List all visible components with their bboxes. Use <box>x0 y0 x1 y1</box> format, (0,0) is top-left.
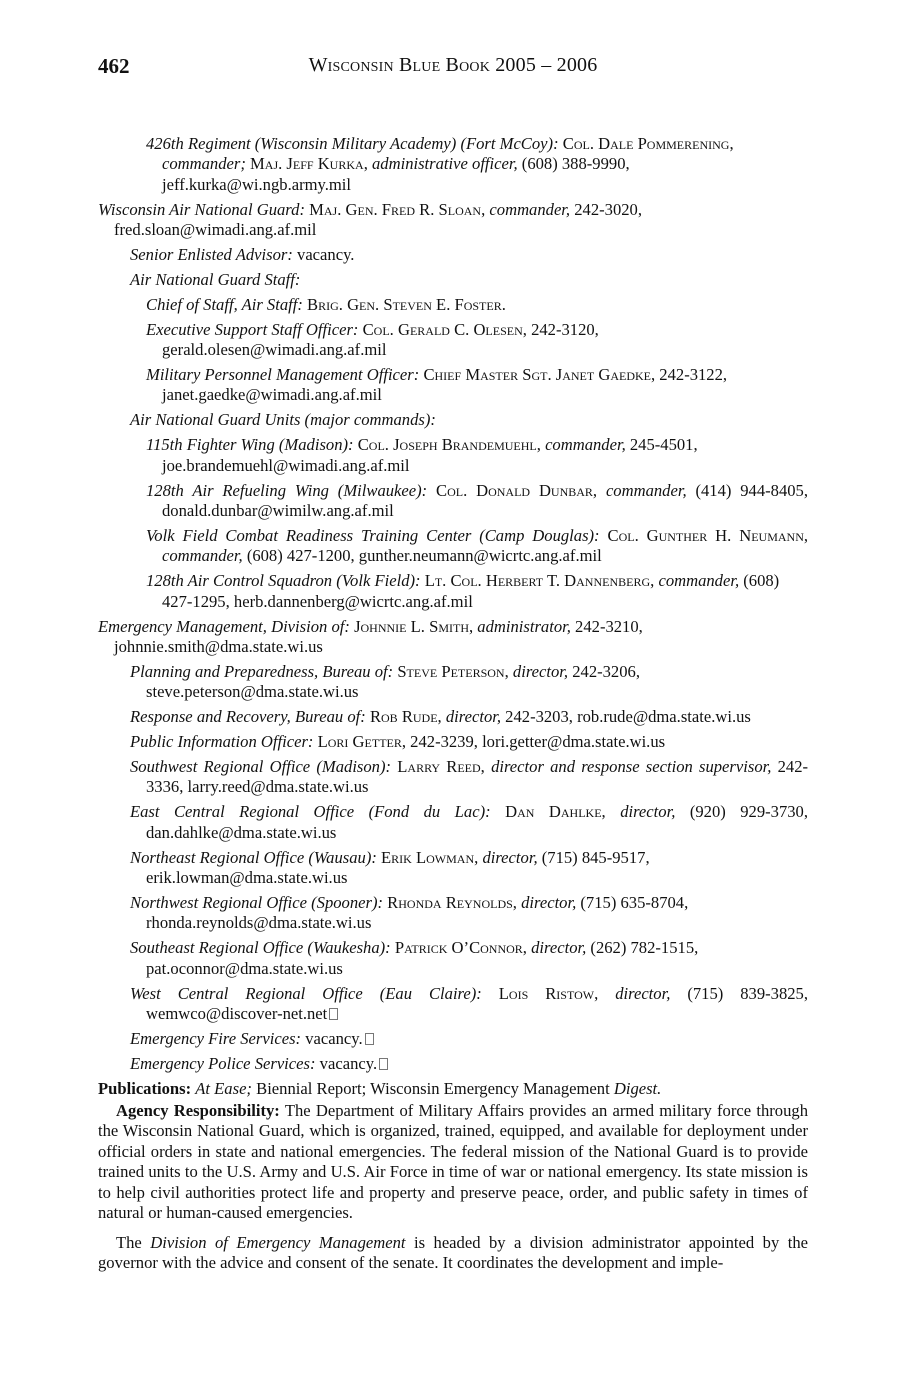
entry-person: Patrick O’Connor, <box>394 938 527 958</box>
entry-contact: (414) 944-8405, donald.dunbar@wimilw.ang.af.mil <box>162 480 808 520</box>
entry-role: director, <box>512 661 569 681</box>
division-lead: The <box>116 1232 142 1252</box>
entry-person: Johnnie L. Smith, <box>354 616 474 636</box>
entry-contact: (608) 427-1295, herb.dannenberg@wicrtc.ang.af.mil <box>162 571 780 611</box>
entry-role: commander, <box>658 571 740 591</box>
directory-entry <box>98 320 808 361</box>
entry-role: director, <box>615 983 671 1003</box>
entry-contact: (608) 388-9990, jeff.kurka@wi.ngb.army.mil <box>162 154 630 194</box>
entry-person: Rob Rude, <box>369 707 442 727</box>
entry-role: commander, <box>489 199 571 219</box>
directory-body <box>98 134 808 1273</box>
publication-title: Digest. <box>613 1078 662 1098</box>
entry-contact: 245-4501, joe.brandemuehl@wimadi.ang.af.mil <box>162 435 698 475</box>
directory-entry <box>98 893 808 934</box>
entry-person: Lori Getter, <box>317 732 407 752</box>
page-header <box>98 54 808 84</box>
entry-role: administrative officer, <box>372 154 518 174</box>
entry-contact: (715) 845-9517, erik.lowman@dma.state.wi.us <box>146 847 650 887</box>
entry-person: Maj. Gen. Fred R. Sloan, <box>309 199 486 219</box>
directory-entry <box>98 757 808 798</box>
directory-entry <box>98 938 808 979</box>
entry-contact: 242-3203, rob.rude@dma.state.wi.us <box>505 707 751 727</box>
publications-line <box>98 1079 808 1099</box>
missing-glyph-box <box>329 1008 338 1020</box>
entry-label: Southeast Regional Office (Waukesha): <box>130 938 391 958</box>
entry-contact: vacancy. <box>297 245 355 265</box>
directory-entry <box>98 1054 808 1074</box>
directory-entry <box>98 526 808 567</box>
directory-entry <box>98 365 808 406</box>
publication-list: Biennial Report; Wisconsin Emergency Management <box>256 1078 610 1098</box>
entry-person: Rhonda Reynolds, <box>387 892 517 912</box>
entry-person: Chief Master Sgt. Janet Gaedke, <box>423 365 656 385</box>
entry-role: director, <box>620 802 676 822</box>
entry-label: Southwest Regional Office (Madison): <box>130 756 392 776</box>
directory-entry <box>98 848 808 889</box>
directory-entry <box>98 707 808 727</box>
responsibility-label: Agency Responsibility: <box>116 1101 280 1121</box>
division-text: is headed by a division administrator appointed by the governor with the advice and consent of the senate. It coordinates the development and imple- <box>98 1232 809 1272</box>
division-name: Division of Emergency Management <box>150 1232 406 1252</box>
entry-contact: 242-3120, gerald.olesen@wimadi.ang.af.mil <box>162 319 599 360</box>
directory-entry <box>98 571 808 612</box>
directory-subheading <box>98 270 808 290</box>
directory-entry <box>98 295 808 315</box>
entry-label: Executive Support Staff Officer: <box>146 319 359 339</box>
entry-role: commander, <box>162 546 243 566</box>
entry-contact: 242-3206, steve.peterson@dma.state.wi.us <box>146 661 640 702</box>
entry-role: director and response section supervisor, <box>491 756 772 776</box>
entry-person: Col. Gunther H. Neumann, <box>607 525 809 545</box>
entry-label: Emergency Management, Division of: <box>98 616 350 636</box>
agency-responsibility-paragraph <box>98 1101 808 1223</box>
entry-label: Air National Guard Units (major commands): <box>130 410 436 430</box>
responsibility-text: The Department of Military Affairs provides an armed military force through the Wisconsin National Guard, which is organized, trained, equipped, and available for deployment under official orders in state and national emergencies. The federal mission of the National Guard is to provide trained units to the U.S. Army and U.S. Air Force in time of war or national emergency. Its state mission is to help civil authorities protect life and property and preserve peace, order, and public safety in times of natural or human-caused emergencies. <box>98 1101 808 1223</box>
entry-label: 426th Regiment (Wisconsin Military Academy) (Fort McCoy): <box>146 134 559 153</box>
entry-contact: vacancy. <box>319 1053 378 1073</box>
entry-label: 128th Air Control Squadron (Volk Field): <box>146 571 421 591</box>
directory-entry <box>98 134 808 195</box>
directory-entry <box>98 245 808 265</box>
entry-contact: 242-3122, janet.gaedke@wimadi.ang.af.mil <box>162 365 728 405</box>
entry-role: director, <box>531 938 587 958</box>
entry-label: 128th Air Refueling Wing (Milwaukee): <box>146 480 428 500</box>
entry-contact: 242-3210, johnnie.smith@dma.state.wi.us <box>114 616 643 656</box>
division-paragraph <box>98 1233 808 1274</box>
entry-label: Emergency Police Services: <box>130 1053 316 1073</box>
directory-entry <box>98 732 808 752</box>
entry-contact: (608) 427-1200, gunther.neumann@wicrtc.ang.af.mil <box>246 546 602 566</box>
entry-label: Public Information Officer: <box>130 732 314 752</box>
entry-person: Lois Ristow, <box>498 983 599 1003</box>
entry-person: Steve Peterson, <box>397 661 509 681</box>
entry-role: director, <box>445 707 502 727</box>
publication-title: At Ease; <box>195 1078 252 1098</box>
entry-contact: (715) 839-3825, wemwco@discover-net.net <box>146 983 808 1023</box>
entry-label: Senior Enlisted Advisor: <box>130 245 293 265</box>
entry-person: Col. Joseph Brandemuehl, <box>357 435 541 455</box>
entry-label: Chief of Staff, Air Staff: <box>146 294 303 314</box>
entry-label: Military Personnel Management Officer: <box>146 365 420 385</box>
entry-role: commander, <box>545 435 626 455</box>
entry-label: Wisconsin Air National Guard: <box>98 199 305 219</box>
entry-contact: 242-3336, larry.reed@dma.state.wi.us <box>146 756 809 797</box>
entry-person: Erik Lowman, <box>381 847 479 867</box>
entry-label: 115th Fighter Wing (Madison): <box>146 435 354 455</box>
entry-role: commander, <box>605 480 687 500</box>
entry-person: Dan Dahlke, <box>505 802 606 822</box>
entry-person: Larry Reed, <box>397 756 485 776</box>
entry-role: director, <box>482 847 538 867</box>
directory-entry <box>98 481 808 522</box>
directory-entry <box>98 802 808 843</box>
entry-person: Lt. Col. Herbert T. Dannenberg, <box>424 571 655 591</box>
directory-entry <box>98 200 808 241</box>
entry-label: Air National Guard Staff: <box>130 269 301 289</box>
entry-label: Volk Field Combat Readiness Training Center (Camp Douglas): <box>146 525 600 545</box>
entry-contact: vacancy. <box>305 1028 363 1048</box>
entry-label: Planning and Preparedness, Bureau of: <box>130 661 394 681</box>
entry-contact: (920) 929-3730, dan.dahlke@dma.state.wi.us <box>146 802 809 842</box>
entry-label: Emergency Fire Services: <box>130 1028 302 1048</box>
entry-contact: 242-3239, lori.getter@dma.state.wi.us <box>410 732 666 752</box>
entry-person: Col. Donald Dunbar, <box>436 480 598 500</box>
entry-person: Col. Gerald C. Olesen, <box>362 319 527 339</box>
entry-role: administrator, <box>477 616 571 636</box>
page-number: 462 <box>98 54 130 78</box>
entry-label: Response and Recovery, Bureau of: <box>130 707 366 727</box>
entry-role: director, <box>521 892 577 912</box>
entry-label: Northwest Regional Office (Spooner): <box>130 892 384 912</box>
directory-entry <box>98 435 808 476</box>
entry-label: East Central Regional Office (Fond du Lac): <box>130 802 491 822</box>
entry-person: Brig. Gen. Steven E. Foster. <box>307 294 506 314</box>
entry-contact: 242-3020, fred.sloan@wimadi.ang.af.mil <box>114 199 642 240</box>
entry-label: West Central Regional Office (Eau Claire): <box>130 983 482 1003</box>
entry-person: Col. Dale Pommerening, <box>562 134 734 153</box>
directory-entry <box>98 1029 808 1049</box>
missing-glyph-box <box>365 1033 374 1045</box>
entry-person: Maj. Jeff Kurka, <box>250 154 368 174</box>
entry-contact: (715) 635-8704, rhonda.reynolds@dma.state.wi.us <box>146 892 689 933</box>
directory-subheading <box>98 410 808 430</box>
entry-role: commander; <box>162 154 246 174</box>
directory-entry <box>98 984 808 1025</box>
entry-contact: (262) 782-1515, pat.oconnor@dma.state.wi.us <box>146 938 699 978</box>
publications-label: Publications: <box>98 1078 192 1098</box>
entry-label: Northeast Regional Office (Wausau): <box>130 847 377 867</box>
directory-entry <box>98 662 808 703</box>
directory-entry <box>98 617 808 658</box>
running-title: Wisconsin Blue Book 2005 – 2006 <box>308 54 598 76</box>
missing-glyph-box <box>379 1058 388 1070</box>
